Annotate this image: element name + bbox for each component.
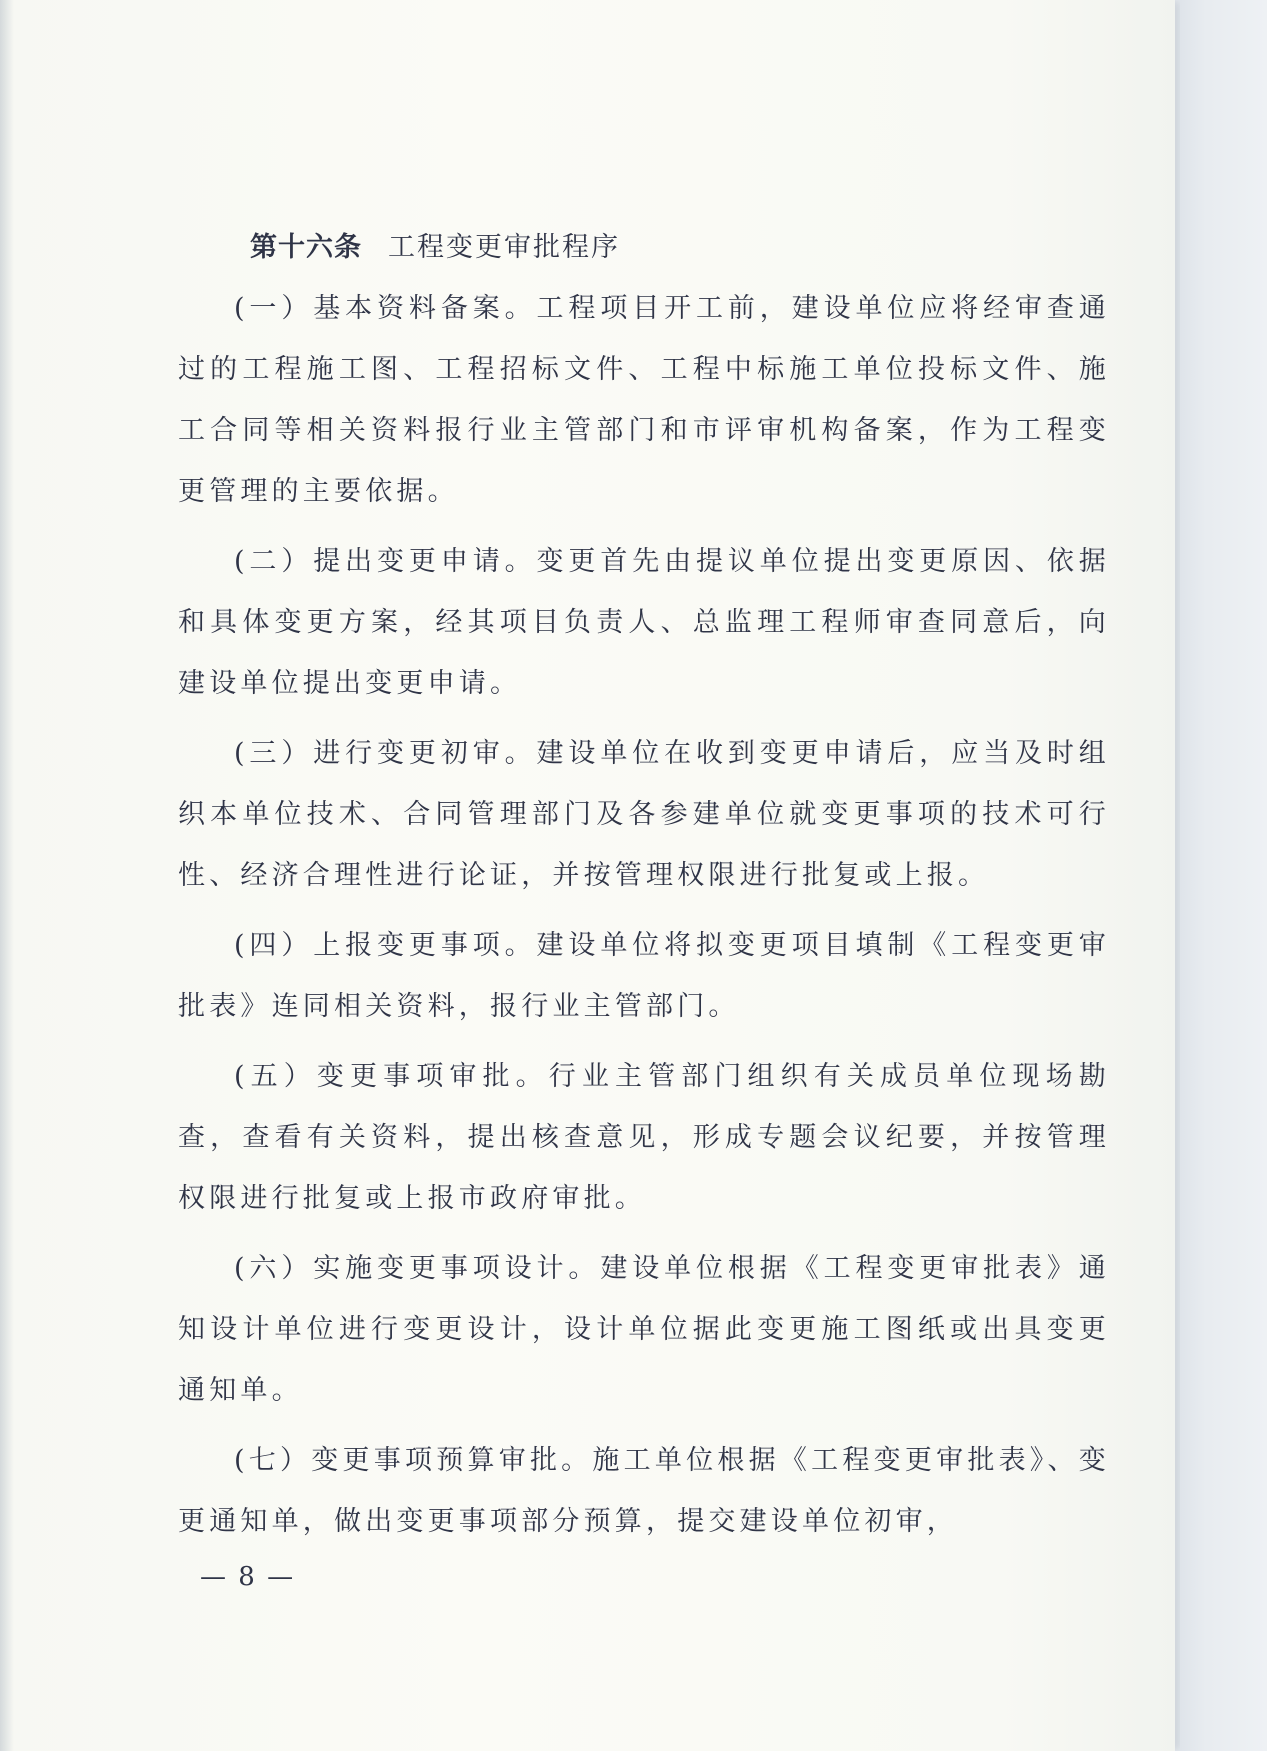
article-title: 工程变更审批程序 — [388, 232, 620, 263]
scan-background-edge — [1180, 0, 1267, 1751]
paragraph-7: (七）变更事项预算审批。施工单位根据《工程变更审批表》、变更通知单，做出变更事项部分预算，提交建设单位初审， — [178, 1445, 1110, 1537]
article-heading — [250, 218, 1110, 278]
paragraph-5: (五）变更事项审批。行业主管部门组织有关成员单位现场勘查，查看有关资料，提出核查意见，形成专题会议纪要，并按管理权限进行批复或上报市政府审批。 — [178, 1061, 1110, 1214]
page-left-shadow — [0, 0, 14, 1751]
paragraph-3: (三）进行变更初审。建设单位在收到变更申请后，应当及时组织本单位技术、合同管理部门及各参建单位就变更事项的技术可行性、经济合理性进行论证，并按管理权限进行批复或上报。 — [178, 738, 1110, 891]
page-number: — 8 — — [200, 1562, 296, 1592]
paragraph-2: (二）提出变更申请。变更首先由提议单位提出变更原因、依据和具体变更方案，经其项目负责人、总监理工程师审查同意后，向建设单位提出变更申请。 — [178, 546, 1110, 699]
paragraph-6: (六）实施变更事项设计。建设单位根据《工程变更审批表》通知设计单位进行变更设计，设计单位据此变更施工图纸或出具变更通知单。 — [178, 1253, 1110, 1406]
paragraph-1: (一）基本资料备案。工程项目开工前，建设单位应将经审查通过的工程施工图、工程招标文件、工程中标施工单位投标文件、施工合同等相关资料报行业主管部门和市评审机构备案，作为工程变更管理的主要依据。 — [178, 293, 1110, 507]
article-number: 第十六条 — [250, 232, 362, 263]
document-body — [178, 218, 1110, 1561]
paragraph-4: (四）上报变更事项。建设单位将拟变更项目填制《工程变更审批表》连同相关资料，报行业主管部门。 — [178, 930, 1110, 1022]
